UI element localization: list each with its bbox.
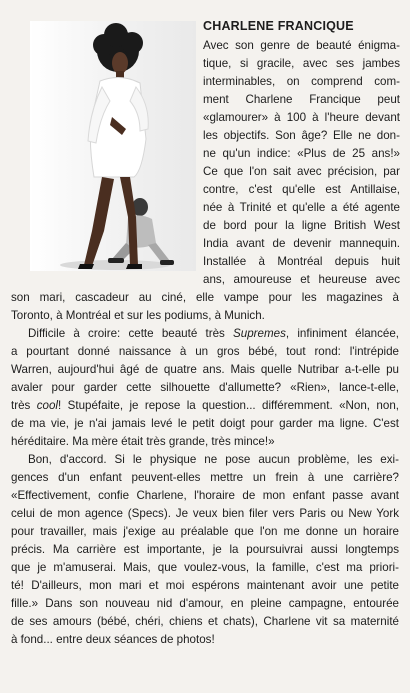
text-line: India avant de devenir mannequin. <box>203 237 400 250</box>
text-line <box>28 326 399 342</box>
text-line: ment Charlene Francique peut <box>203 93 400 106</box>
text-line: que je m'amuserai. Mais, que voulez-vous, la famille, c'est ma priori- <box>11 561 399 574</box>
text-line: pour travailler, mais j'exige au préalable que l'on me donne un horaire <box>11 525 399 538</box>
text-line: précis. Ma carrière est importante, je la poursuivrai aussi longtemps <box>11 543 399 556</box>
text-line: les objectifs. Son âge? Elle ne don- <box>203 129 400 142</box>
text-line: née à Trinité et qu'elle a été agente <box>203 201 400 214</box>
article-title: CHARLENE FRANCIQUE <box>203 19 354 33</box>
text-line: ans, amoureuse et heureuse avec <box>203 273 400 286</box>
text-line: a pourtant donné naissance à un gros bébé, tout rond: l'intrépide <box>11 345 399 358</box>
crouching-figure <box>108 198 174 265</box>
text-line: «Effectivement, confie Charlene, l'horaire de mon enfant passe avant <box>11 489 399 502</box>
italic-run: Supremes <box>233 327 286 340</box>
text-line: Toronto, à Montréal et sur les podiums, à Munich. <box>11 309 265 322</box>
text-line: gences d'un enfant peuvent-elles mettre un frein à une carrière? <box>11 471 399 484</box>
text-line: avaler pour garder cette silhouette d'allumette? «Rien», lance-t-elle, <box>11 381 399 394</box>
model-photo-illustration <box>30 21 196 271</box>
text-line: celui de mon agence (Specs). Je veux bien filer vers Paris ou New York <box>11 507 399 520</box>
text-run: très <box>11 399 37 412</box>
text-line: té! D'ailleurs, mon mari et moi espérons maintenant avoir une petite <box>11 579 399 592</box>
text-run: ! Stupéfaite, je repose la question... différemment. «Non, non, <box>58 399 399 412</box>
text-line: de bord pour la ligne British West <box>203 219 400 232</box>
text-line: à fond... entre deux séances de photos! <box>11 633 215 646</box>
text-line: contre, c'est qu'elle est Antillaise, <box>203 183 400 196</box>
text-line <box>11 398 399 414</box>
text-line: de ma vie, je n'ai jamais levé le petit doigt pour garder ma ligne. C'est <box>11 417 399 430</box>
text-line: ne qu'un indice: «Plus de 25 ans!» <box>203 147 400 160</box>
text-line: héréditaire. Ma mère était très grande, très mince!» <box>11 435 275 448</box>
text-line: «glamourer» à 100 à l'heure devant <box>203 111 400 124</box>
text-line: interminables, on comprend com- <box>203 75 400 88</box>
text-line: Avec son genre de beauté énigma- <box>203 39 400 52</box>
text-line: de ses amours (bébé, chéri, chiens et chats), Charlene vit sa maternité <box>11 615 399 628</box>
text-run: , infiniment élancée, <box>285 327 399 340</box>
text-line: Ce que l'on sait avec précision, par <box>203 165 400 178</box>
text-line: Bon, d'accord. Si le physique ne pose aucun problème, les exi- <box>28 453 399 466</box>
model-photo <box>30 21 196 271</box>
italic-run: cool <box>36 399 59 412</box>
text-run: Difficile à croire: cette beauté très <box>28 327 234 340</box>
text-line: fille.» Dans son nouveau nid d'amour, en pleine campagne, entourée <box>11 597 399 610</box>
text-line: Warren, aujourd'hui âgé de quatre ans. Mais quelle Nutribar a-t-elle pu <box>11 363 399 376</box>
text-line: tique, si gracile, avec ses jambes <box>203 57 400 70</box>
text-line: Installée à Montréal depuis huit <box>203 255 400 268</box>
text-line: son mari, cascadeur au ciné, elle vampe pour les magazines à <box>11 291 399 304</box>
